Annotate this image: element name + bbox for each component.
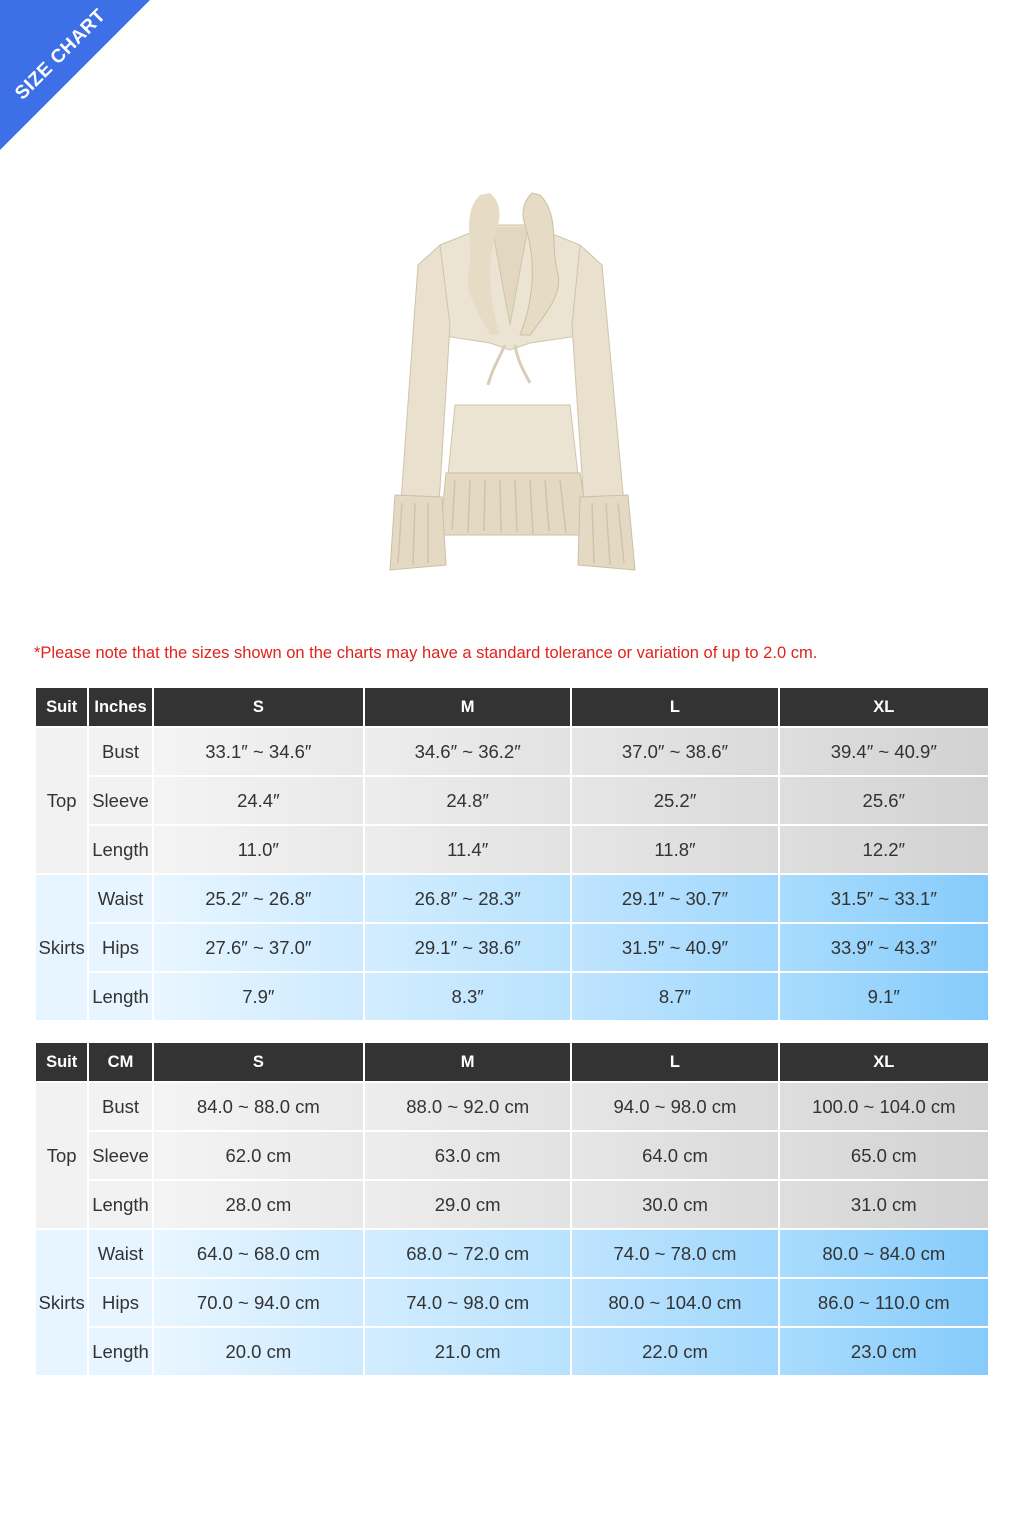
header-unit: Inches bbox=[89, 688, 151, 726]
size-value: 80.0 ~ 84.0 cm bbox=[780, 1230, 988, 1277]
param-label: Length bbox=[89, 973, 151, 1020]
size-value: 80.0 ~ 104.0 cm bbox=[572, 1279, 777, 1326]
param-label: Hips bbox=[89, 924, 151, 971]
size-value: 11.4″ bbox=[365, 826, 570, 873]
size-value: 94.0 ~ 98.0 cm bbox=[572, 1083, 777, 1130]
group-label-top: Top bbox=[36, 1083, 87, 1228]
fringe-knit-set-icon bbox=[380, 185, 640, 585]
size-value: 29.1″ ~ 38.6″ bbox=[365, 924, 570, 971]
size-value: 26.8″ ~ 28.3″ bbox=[365, 875, 570, 922]
table-header-row bbox=[36, 688, 988, 726]
ribbon-background bbox=[0, 0, 150, 150]
size-value: 37.0″ ~ 38.6″ bbox=[572, 728, 777, 775]
param-label: Bust bbox=[89, 1083, 151, 1130]
size-value: 33.9″ ~ 43.3″ bbox=[780, 924, 988, 971]
param-label: Sleeve bbox=[89, 777, 151, 824]
param-label: Waist bbox=[89, 1230, 151, 1277]
table-row bbox=[36, 777, 988, 824]
table-header-row bbox=[36, 1043, 988, 1081]
size-value: 100.0 ~ 104.0 cm bbox=[780, 1083, 988, 1130]
size-value: 25.2″ ~ 26.8″ bbox=[154, 875, 363, 922]
size-chart-ribbon bbox=[0, 0, 150, 150]
size-value: 25.2″ bbox=[572, 777, 777, 824]
tolerance-note: *Please note that the sizes shown on the charts may have a standard tolerance or variation of up to 2.0 cm. bbox=[34, 644, 818, 662]
ribbon-label: SIZE CHART bbox=[11, 5, 111, 105]
param-label: Length bbox=[89, 1328, 151, 1375]
size-value: 34.6″ ~ 36.2″ bbox=[365, 728, 570, 775]
table-row bbox=[36, 1328, 988, 1375]
size-value: 23.0 cm bbox=[780, 1328, 988, 1375]
param-label: Bust bbox=[89, 728, 151, 775]
size-value: 65.0 cm bbox=[780, 1132, 988, 1179]
table-row bbox=[36, 924, 988, 971]
size-value: 27.6″ ~ 37.0″ bbox=[154, 924, 363, 971]
group-label-skirts: Skirts bbox=[36, 875, 87, 1020]
header-size-xl: XL bbox=[780, 1043, 988, 1081]
header-size-xl: XL bbox=[780, 688, 988, 726]
table-row bbox=[36, 1230, 988, 1277]
size-value: 68.0 ~ 72.0 cm bbox=[365, 1230, 570, 1277]
size-value: 31.5″ ~ 40.9″ bbox=[572, 924, 777, 971]
param-label: Sleeve bbox=[89, 1132, 151, 1179]
size-value: 30.0 cm bbox=[572, 1181, 777, 1228]
size-value: 70.0 ~ 94.0 cm bbox=[154, 1279, 363, 1326]
size-value: 24.4″ bbox=[154, 777, 363, 824]
size-value: 24.8″ bbox=[365, 777, 570, 824]
size-value: 8.7″ bbox=[572, 973, 777, 1020]
size-value: 25.6″ bbox=[780, 777, 988, 824]
size-value: 88.0 ~ 92.0 cm bbox=[365, 1083, 570, 1130]
header-size-s: S bbox=[154, 688, 363, 726]
size-value: 21.0 cm bbox=[365, 1328, 570, 1375]
size-value: 8.3″ bbox=[365, 973, 570, 1020]
size-value: 33.1″ ~ 34.6″ bbox=[154, 728, 363, 775]
size-value: 63.0 cm bbox=[365, 1132, 570, 1179]
size-value: 29.1″ ~ 30.7″ bbox=[572, 875, 777, 922]
header-size-m: M bbox=[365, 688, 570, 726]
param-label: Length bbox=[89, 826, 151, 873]
param-label: Hips bbox=[89, 1279, 151, 1326]
header-size-s: S bbox=[154, 1043, 363, 1081]
group-label-top: Top bbox=[36, 728, 87, 873]
size-value: 7.9″ bbox=[154, 973, 363, 1020]
param-label: Length bbox=[89, 1181, 151, 1228]
size-value: 11.8″ bbox=[572, 826, 777, 873]
size-value: 86.0 ~ 110.0 cm bbox=[780, 1279, 988, 1326]
size-table-cm bbox=[34, 1041, 990, 1377]
size-value: 11.0″ bbox=[154, 826, 363, 873]
size-value: 12.2″ bbox=[780, 826, 988, 873]
size-value: 29.0 cm bbox=[365, 1181, 570, 1228]
table-row bbox=[36, 875, 988, 922]
header-size-m: M bbox=[365, 1043, 570, 1081]
header-suit: Suit bbox=[36, 1043, 87, 1081]
header-suit: Suit bbox=[36, 688, 87, 726]
header-unit: CM bbox=[89, 1043, 151, 1081]
table-row bbox=[36, 1279, 988, 1326]
table-row bbox=[36, 973, 988, 1020]
product-image bbox=[380, 185, 640, 585]
size-value: 31.5″ ~ 33.1″ bbox=[780, 875, 988, 922]
size-value: 9.1″ bbox=[780, 973, 988, 1020]
group-label-skirts: Skirts bbox=[36, 1230, 87, 1375]
size-table-inches bbox=[34, 686, 990, 1022]
size-value: 28.0 cm bbox=[154, 1181, 363, 1228]
size-value: 62.0 cm bbox=[154, 1132, 363, 1179]
size-value: 20.0 cm bbox=[154, 1328, 363, 1375]
header-size-l: L bbox=[572, 1043, 777, 1081]
table-row bbox=[36, 728, 988, 775]
table-row bbox=[36, 1083, 988, 1130]
size-value: 22.0 cm bbox=[572, 1328, 777, 1375]
size-value: 74.0 ~ 78.0 cm bbox=[572, 1230, 777, 1277]
table-row bbox=[36, 1132, 988, 1179]
size-value: 74.0 ~ 98.0 cm bbox=[365, 1279, 570, 1326]
size-value: 39.4″ ~ 40.9″ bbox=[780, 728, 988, 775]
param-label: Waist bbox=[89, 875, 151, 922]
size-value: 64.0 ~ 68.0 cm bbox=[154, 1230, 363, 1277]
size-value: 84.0 ~ 88.0 cm bbox=[154, 1083, 363, 1130]
header-size-l: L bbox=[572, 688, 777, 726]
table-row bbox=[36, 1181, 988, 1228]
size-value: 64.0 cm bbox=[572, 1132, 777, 1179]
size-value: 31.0 cm bbox=[780, 1181, 988, 1228]
table-row bbox=[36, 826, 988, 873]
